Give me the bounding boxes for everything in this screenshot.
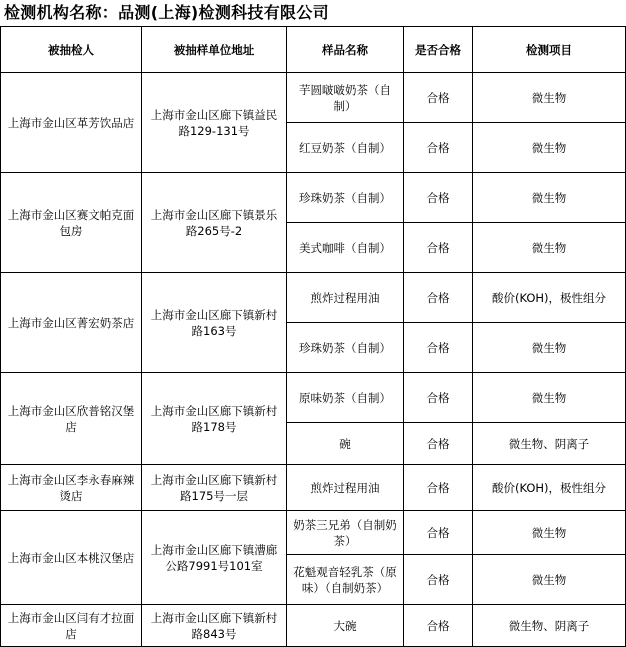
test-items-cell: 酸价(KOH)，极性组分 xyxy=(473,273,626,323)
address-cell: 上海市金山区廊下镇益民路129-131号 xyxy=(142,73,287,173)
sample-name-cell: 珍珠奶茶（自制） xyxy=(287,173,404,223)
test-items-cell: 微生物、阴离子 xyxy=(473,605,626,647)
sample-name-cell: 芋圆啵啵奶茶（自制） xyxy=(287,73,404,123)
address-cell: 上海市金山区廊下镇新村路163号 xyxy=(142,273,287,373)
inspected-party-cell: 上海市金山区李永春麻辣烫店 xyxy=(1,465,142,511)
inspected-party-cell: 上海市金山区赛文帕克面包房 xyxy=(1,173,142,273)
result-cell: 合格 xyxy=(404,373,473,423)
result-cell: 合格 xyxy=(404,605,473,647)
inspection-table xyxy=(0,26,626,647)
result-cell: 合格 xyxy=(404,173,473,223)
result-cell: 合格 xyxy=(404,273,473,323)
address-cell: 上海市金山区廊下镇新村路175号一层 xyxy=(142,465,287,511)
sample-name-cell: 大碗 xyxy=(287,605,404,647)
table-row xyxy=(1,465,626,511)
sample-name-cell: 原味奶茶（自制） xyxy=(287,373,404,423)
header-result: 是否合格 xyxy=(404,27,473,73)
table-header-row xyxy=(1,27,626,73)
test-items-cell: 微生物 xyxy=(473,511,626,555)
result-cell: 合格 xyxy=(404,73,473,123)
table-row xyxy=(1,605,626,647)
sample-name-cell: 花魁观音轻乳茶（原味）（自制奶茶） xyxy=(287,555,404,605)
test-items-cell: 微生物 xyxy=(473,373,626,423)
test-items-cell: 酸价(KOH)，极性组分 xyxy=(473,465,626,511)
table-row xyxy=(1,73,626,123)
sample-name-cell: 美式咖啡（自制） xyxy=(287,223,404,273)
inspected-party-cell: 上海市金山区本桃汉堡店 xyxy=(1,511,142,605)
test-items-cell: 微生物 xyxy=(473,223,626,273)
address-cell: 上海市金山区廊下镇新村路843号 xyxy=(142,605,287,647)
sample-name-cell: 煎炸过程用油 xyxy=(287,273,404,323)
result-cell: 合格 xyxy=(404,323,473,373)
result-cell: 合格 xyxy=(404,465,473,511)
result-cell: 合格 xyxy=(404,555,473,605)
sample-name-cell: 煎炸过程用油 xyxy=(287,465,404,511)
result-cell: 合格 xyxy=(404,123,473,173)
inspected-party-cell: 上海市金山区欣普铭汉堡店 xyxy=(1,373,142,465)
test-items-cell: 微生物 xyxy=(473,173,626,223)
page-title: 检测机构名称：品测(上海)检测科技有限公司 xyxy=(4,3,329,22)
table-row xyxy=(1,173,626,223)
table-row xyxy=(1,273,626,323)
result-cell: 合格 xyxy=(404,223,473,273)
test-items-cell: 微生物 xyxy=(473,73,626,123)
sample-name-cell: 奶茶三兄弟（自制奶茶） xyxy=(287,511,404,555)
header-inspected: 被抽检人 xyxy=(1,27,142,73)
inspected-party-cell: 上海市金山区菁宏奶茶店 xyxy=(1,273,142,373)
test-items-cell: 微生物 xyxy=(473,555,626,605)
sample-name-cell: 碗 xyxy=(287,423,404,465)
header-address: 被抽样单位地址 xyxy=(142,27,287,73)
inspected-party-cell: 上海市金山区闫有才拉面店 xyxy=(1,605,142,647)
test-items-cell: 微生物 xyxy=(473,323,626,373)
header-test-items: 检测项目 xyxy=(473,27,626,73)
test-items-cell: 微生物 xyxy=(473,123,626,173)
address-cell: 上海市金山区廊下镇景乐路265号-2 xyxy=(142,173,287,273)
result-cell: 合格 xyxy=(404,511,473,555)
sample-name-cell: 珍珠奶茶（自制） xyxy=(287,323,404,373)
sample-name-cell: 红豆奶茶（自制） xyxy=(287,123,404,173)
table-row xyxy=(1,373,626,423)
address-cell: 上海市金山区廊下镇漕廊公路7991号101室 xyxy=(142,511,287,605)
header-sample-name: 样品名称 xyxy=(287,27,404,73)
result-cell: 合格 xyxy=(404,423,473,465)
table-row xyxy=(1,511,626,555)
address-cell: 上海市金山区廊下镇新村路178号 xyxy=(142,373,287,465)
inspected-party-cell: 上海市金山区革芳饮品店 xyxy=(1,73,142,173)
test-items-cell: 微生物、阴离子 xyxy=(473,423,626,465)
